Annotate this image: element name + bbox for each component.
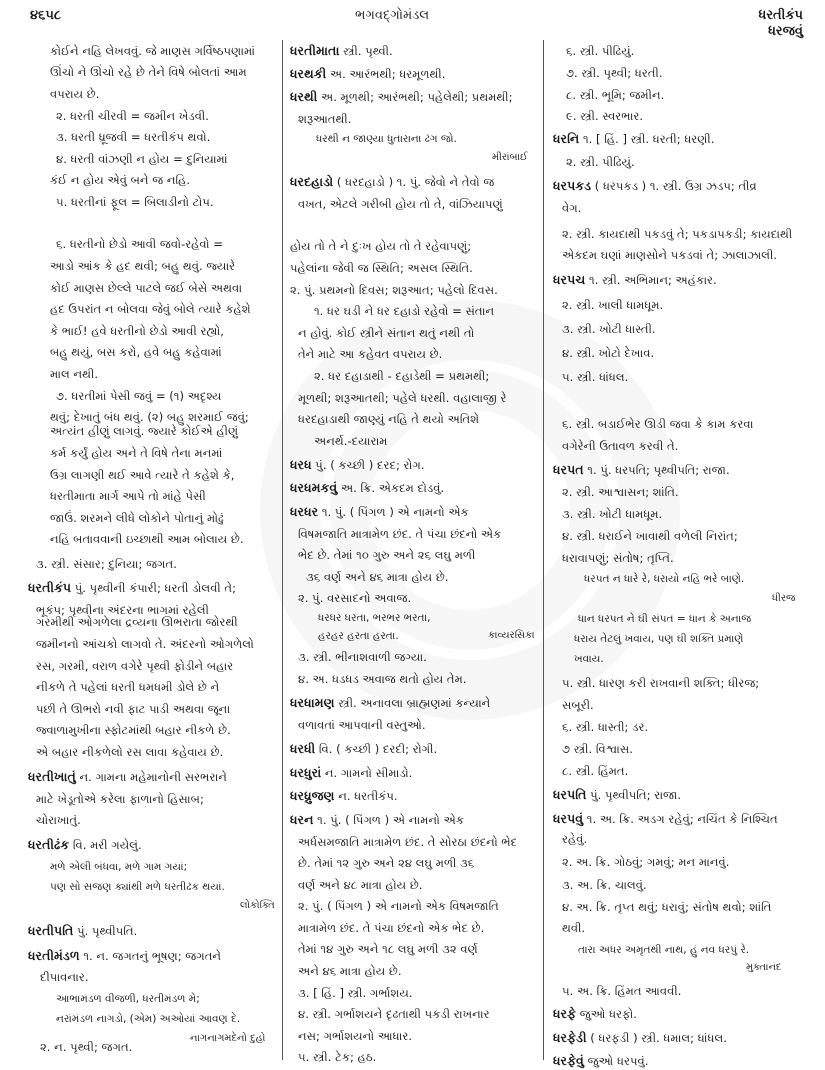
dictionary-entry xyxy=(553,1029,727,1047)
definition-line: ૫. સ્ત્રી. ધારણ કરી રાખવાની શક્તિ; ધીરજ; xyxy=(562,676,760,690)
quote-source: લોકોક્તિ xyxy=(240,900,275,911)
dictionary-entry xyxy=(28,836,142,854)
headword: ધરથકી xyxy=(290,66,327,81)
definition-line: ૫. સ્ત્રી. ધાંધલ. xyxy=(562,370,629,384)
definition-line: થવી. xyxy=(562,921,586,935)
definition-line: ૩. સ્ત્રી. ભીનાશવાળી જગ્યા. xyxy=(298,650,427,664)
definition-line: જાઉં. શરમને લીધે લોકોને પોતાનું મોઢું xyxy=(50,511,224,525)
headword: ધરનિ xyxy=(553,131,580,146)
definition-line: ૩. સ્ત્રી. સંસાર; દુનિયા; જગત. xyxy=(36,557,177,571)
definition-line: પહેલાંના જેવી જ સ્થિતિ; અસલ સ્થિતિ. xyxy=(290,261,473,275)
headword: ધરફેવું xyxy=(553,1053,584,1068)
headword: ધરતીઢંક xyxy=(28,837,70,852)
definition-line: મૂળથી; શરૂઆતથી; પહેલે ધરથી. વહાલાજી રે xyxy=(298,391,507,405)
definition-line: ૨. પું. ( પિંગળ ) એ નામનો એક વિષમજાતિ xyxy=(298,899,499,913)
headword: ધરતીખાતું xyxy=(28,769,76,784)
headword: ધરધ xyxy=(290,457,312,472)
headword: ધરધી xyxy=(290,741,316,756)
dictionary-entry xyxy=(290,694,490,712)
definition-line: ૩૬ વર્ણ અને ૪૬ માત્રા હોય છે. xyxy=(306,570,449,584)
definition-line: માત્રામેળ છંદ. તે પંચા છંદનો એક ભેદ છે. xyxy=(298,921,485,935)
definition-line: ૩. અ. ક્રિ. ચાલવું. xyxy=(562,878,647,892)
quotation-line: પણ સો સજણ ક્યાંથી મળે ધરતીઢંક થયાં. xyxy=(50,881,225,893)
definition-line: ૨. સ્ત્રી. ખાલી ધામધૂમ. xyxy=(562,298,664,312)
definition-line: ૨. સ્ત્રી. આશ્વાસન; શાંતિ. xyxy=(562,485,679,499)
dictionary-entry xyxy=(553,461,730,479)
dictionary-entry xyxy=(553,271,717,289)
definition-line: ૨. ધર દહાડાથી - દહાડેથી = પ્રથમથી; xyxy=(314,369,490,383)
definition-line: ન હોવું. કોઈ સ્ત્રીને સંતાન થતું નથી તો xyxy=(298,326,475,340)
dictionary-entry xyxy=(290,787,398,805)
definition-line: ચોરાખાતું. xyxy=(36,813,81,827)
definition-line: માટે ખેડૂતોએ કરેલા ફાળાનો હિસાબ; xyxy=(36,792,204,806)
definition-line: ૩. ધરતી ધ્રૂજવી = ધરતીકંપ થવો. xyxy=(56,130,211,144)
quotation-line: આભામંડળ વીજળી, ધરતીમંડળ મે; xyxy=(56,993,200,1005)
definition-line: ૩. સ્ત્રી. ખોટી ધામધૂમ. xyxy=(562,507,663,521)
definition-text: પું. ( કચ્છી ) દરદ; રોગ. xyxy=(311,458,425,472)
definition-line: ૫. સ્ત્રી. ટેક; હઠ. xyxy=(298,1050,377,1064)
definition-line: હોય તો તે ને દુઃખ હોય તો તે રહેવાપણું; xyxy=(290,239,472,253)
definition-line: ૪. સ્ત્રી. ગર્ભાશયને દૃઢતાથી પકડી રાખનાર xyxy=(298,1007,490,1021)
quotation-line: તારા અધર અમૃતથી નાથ, હું નવ ધરપું રે. xyxy=(578,944,750,956)
definition-line: જમીનનો આંચકો લાગવો તે. અંદરનો ઓગળેલો xyxy=(36,637,254,651)
definition-line: ઊંચો ને ઊંચો રહે છે તેને વિષે બોલતાં આમ xyxy=(50,65,247,79)
column-divider-left xyxy=(282,40,283,1060)
quotation-line: હરહર હરતા હરતા. xyxy=(318,630,399,642)
definition-line: વળાવતાં આપવાની વસ્તુઓ. xyxy=(298,718,426,732)
definition-line: બહુ થયું, બસ કરો, હવે બહુ કહેવામાં xyxy=(50,345,222,359)
headword: ધરથી xyxy=(290,89,318,104)
definition-line: ધરતીમાતા માર્ગ આપે તો માંહે પેસી xyxy=(50,489,206,503)
headword: ધરપવું xyxy=(553,811,584,826)
definition-line: અર્ધસમજાતિ માત્રામેળ છંદ. તે સોરઠા છંદનો ભેદ xyxy=(298,835,518,849)
quotation-line: ધાન ધરપત ને ઘી સંપત = ધાન કે અનાજ xyxy=(578,613,752,625)
definition-line: અનર્થ.-દયારામ xyxy=(314,434,388,448)
guide-word-first: ધરતીકંપ xyxy=(758,8,803,23)
dictionary-entry xyxy=(28,579,236,597)
definition-line: ભેદ છે. તેમાં ૧૦ ગુરુ અને ૨૬ લઘુ મળી xyxy=(298,548,476,562)
dictionary-entry xyxy=(290,764,412,782)
dictionary-entry xyxy=(553,1052,648,1070)
definition-text: ૧. ન. જગતનું ભૂષણ; જગતને xyxy=(79,949,222,963)
definition-line: ૪. અ. ધડધડ અવાજ થતો હોય તેમ. xyxy=(298,672,467,686)
definition-line: જ્વાળામુખીના સ્ફોટમાંથી બહાર નીકળે છે. xyxy=(36,723,231,737)
definition-line: અને ૪૬ માત્રા હોય છે. xyxy=(298,964,402,978)
definition-line: ૨. સ્ત્રી. પીઢિયું. xyxy=(566,155,635,169)
dictionary-entry xyxy=(290,479,444,497)
definition-line: નીકળે તે પહેલાં ધરતી ધમધમી ડોલે છે ને xyxy=(36,680,220,694)
definition-text: સ્ત્રી. અનાવલા બ્રાહ્મણમાં કન્યાને xyxy=(334,696,491,710)
headword: ધરતીપતિ xyxy=(28,923,74,938)
definition-text: જુઓ ધરફો. xyxy=(576,1007,637,1021)
definition-line: ૨. અ. ક્રિ. ગોઠવું; ગમવું; મન માનવું. xyxy=(562,855,730,869)
dictionary-entry xyxy=(553,786,681,804)
definition-line: ૭. સ્ત્રી. પૃથ્વી; ધરતી. xyxy=(566,66,663,80)
definition-line: ૪. અ. ક્રિ. તૃપ્ત થવું; ધરાવું; સંતોષ થવો; શાંતિ xyxy=(562,900,772,914)
definition-text: પું. પૃથ્વીની કંપારી; ધરતી ડોલવી તે; xyxy=(71,581,237,595)
definition-line: ૬. સ્ત્રી. પીઢિયું. xyxy=(566,44,635,58)
page-number: ૪૬૫૮ xyxy=(30,8,62,23)
definition-line: ૫. ધરતીનાં ફૂલ = બિલાડીનો ટોપ. xyxy=(56,195,214,209)
definition-line: ૪. સ્ત્રી. ખોટો દેખાવ. xyxy=(562,346,655,360)
definition-line: સબૂરી. xyxy=(562,698,594,712)
definition-line: ધરદહાડાથી જાણ્યું નહિ તે થયો અતિશે xyxy=(298,412,480,426)
dictionary-entry xyxy=(290,65,445,83)
definition-line: માલ નથી. xyxy=(50,367,99,381)
definition-line: શરૂઆતથી. xyxy=(298,112,352,126)
definition-line: રસ, ગરમી, વરાળ વગેરે પૃથ્વી ફોડીને બહાર xyxy=(36,659,234,673)
definition-line: ૯. સ્ત્રી. સ્વરભાર. xyxy=(566,109,644,123)
definition-line: કંઈ ન હોય એવું બને જ નહિ. xyxy=(50,173,191,187)
definition-text: ૧. [ હિં. ] સ્ત્રી. ધરતી; ધરણી. xyxy=(579,132,715,146)
definition-line: વપરાય છે. xyxy=(50,87,100,101)
definition-line: ૨. ધરતી ચીરવી = જમીન ખેડવી. xyxy=(56,109,209,123)
definition-text: વિ. મરી ગયેલું. xyxy=(69,838,142,852)
definition-line: હદ ઉપરાંત ન બોલવા જેવું બોલે ત્યારે કહેશે xyxy=(50,302,251,316)
column-divider-right xyxy=(543,40,544,1060)
headword: ધરપત xyxy=(553,462,584,477)
definition-line: ૧. ધર ઘડી ને ધર દહાડો રહેવો = સંતાન xyxy=(314,304,495,318)
definition-line: ૩. [ હિં. ] સ્ત્રી. ગર્ભાશય. xyxy=(298,986,413,1000)
quote-source: કાવ્યરસિકા xyxy=(488,630,535,641)
dictionary-entry xyxy=(553,130,714,148)
definition-line: કોઈ માણસ છેલ્લે પાટલે જઈ બેસે અથવા xyxy=(50,281,243,295)
definition-line: એકદમ ઘણાં માણસોને પકડવાં તે; ઝાલાઝાલી. xyxy=(562,248,777,262)
definition-line: ૨. સ્ત્રી. કાયદાથી પકડવું તે; પકડાપકડી; કાયદાથી xyxy=(562,227,793,241)
definition-line: ૮. સ્ત્રી. હિંમત. xyxy=(562,764,629,778)
definition-line: દીપાવનાર. xyxy=(40,970,89,984)
headword: ધરપકડ xyxy=(553,178,592,193)
quotation-line: ધરાય તેટલું ખવાય, પણ ઘી શક્તિ પ્રમાણે xyxy=(574,633,744,645)
quote-source: નાગનાગમદેનો દુહો xyxy=(190,1033,266,1044)
definition-line: ૨. પું. પ્રથમનો દિવસ; શરૂઆત; પહેલો દિવસ. xyxy=(290,283,498,297)
definition-line: ૨. ન. પૃથ્વી; જગત. xyxy=(40,1040,133,1054)
definition-line: વેગ. xyxy=(562,201,582,215)
guide-word-last: ધરજવું xyxy=(768,24,803,39)
definition-line: નસ; ગર્ભાશયનો આધાર. xyxy=(298,1029,413,1043)
dictionary-entry xyxy=(290,456,425,474)
definition-text: સ્ત્રી. પૃથ્વી. xyxy=(339,44,393,58)
definition-line: થવું; દેખાતું બંધ થવું. (૨) બહુ શરમાઈ જવું; xyxy=(50,410,249,424)
definition-line: રહેવું. xyxy=(562,832,588,846)
definition-text: અ. મૂળથી; આરંભથી; પહેલેથી; પ્રથમથી; xyxy=(317,90,513,104)
definition-line: પછી તે ઊભરો નવી ફાટ પાડી અથવા જૂના xyxy=(36,702,231,716)
quotation-line: ધરધર ધરતા, ભરભર ભરતા, xyxy=(318,612,431,624)
definition-text: અ. આરંભથી; ધરમૂળથી. xyxy=(326,67,446,81)
quote-source: ધીરજ xyxy=(772,593,796,604)
definition-text: ન. ગામના મહેમાનોની સરભરાને xyxy=(75,770,227,784)
dictionary-entry xyxy=(553,177,757,195)
headword: ધરપતિ xyxy=(553,787,587,802)
headword: ધરધર xyxy=(290,504,319,519)
definition-text: ૧. સ્ત્રી. અભિમાન; અહંકાર. xyxy=(585,273,717,287)
definition-text: ૧. પું. ધરપતિ; પૃથ્વીપતિ; રાજા. xyxy=(583,463,730,477)
definition-text: પું. પૃથ્વીપતિ; રાજા. xyxy=(586,788,682,802)
headword: ધરપચ xyxy=(553,272,586,287)
definition-line: ભૂકંપ; પૃથ્વીના અંદરના ભાગમાં રહેલી xyxy=(36,603,209,617)
quote-source: મીરાંબાઈ xyxy=(492,152,528,163)
headword: ધરન xyxy=(290,812,314,827)
definition-text: ૧. અ. ક્રિ. અડગ રહેવું; નચિંત કે નિશ્ચિત xyxy=(583,812,778,826)
dictionary-entry xyxy=(290,88,513,106)
dictionary-entry xyxy=(290,503,469,521)
definition-text: અ. ક્રિ. એકદમ દોડવું. xyxy=(337,481,445,495)
headword: ધરતીમંડળ xyxy=(28,948,80,963)
definition-line: અત્યંત હીણું લાગવું. જ્યારે કોઈએ હીણું xyxy=(50,424,239,438)
dictionary-entry xyxy=(290,811,464,829)
headword: ધરધુરાં xyxy=(290,765,322,780)
definition-line: ગરમીથી ઓગળેલા દ્રવ્યના ઊભરાતા જોરથી xyxy=(36,615,238,629)
definition-line: ધરાવાપણું; સંતોષ; તૃપ્તિ. xyxy=(562,551,674,565)
dictionary-entry xyxy=(553,810,778,828)
definition-line: કોઈને નહિ લેખવવું. જે માણસ ગર્વિષ્ઠપણામાં xyxy=(50,44,256,58)
headword: ધરધમકવું xyxy=(290,480,338,495)
quotation-line: ધરપત ન ધારે રે, ધરાયો નહિ ભરે બાણે. xyxy=(584,573,745,585)
headword: ધરતીમાતા xyxy=(290,43,340,58)
page-title: ભગવદ્ગોમંડલ xyxy=(355,8,430,23)
definition-line: ૬. સ્ત્રી. ધાસ્તી; ડર. xyxy=(562,720,649,734)
dictionary-entry xyxy=(290,173,494,191)
headword: ધરધામણ xyxy=(290,695,335,710)
headword: ધરફે xyxy=(553,1006,577,1021)
definition-line: ઉગ્ર લાગણી થઈ આવે ત્યારે તે કહેશે કે, xyxy=(50,468,235,482)
headword: ધરધ્રુજણ xyxy=(290,788,335,803)
quote-source: મુક્તાનંદ xyxy=(746,962,782,973)
definition-line: ૭. ધરતીમાં પેસી જવું = (૧) અદૃશ્ય xyxy=(56,389,222,403)
definition-line: ૪. સ્ત્રી. ધરાઈને ખાવાથી વળેલી નિરાંત; xyxy=(562,529,738,543)
definition-line: ૭ સ્ત્રી. વિશ્વાસ. xyxy=(562,742,633,756)
dictionary-entry xyxy=(290,42,393,60)
definition-line: ૬. સ્ત્રી. બડાઈભેર ઊડી જવા કે કામ કરવા xyxy=(562,417,754,431)
headword: ધરદહાડો xyxy=(290,174,334,189)
definition-text: ૧. પું. ( પિંગળ ) એ નામનો એક xyxy=(313,813,465,827)
dictionary-entry xyxy=(553,1005,637,1023)
definition-line: તેને માટે આ કહેવત વપરાય છે. xyxy=(298,347,443,361)
definition-line: ૩. સ્ત્રી. ખોટી ધાસ્તી. xyxy=(562,322,656,336)
definition-line: નહિ બતાવવાની ઇચ્છાથી આમ બોલાય છે. xyxy=(50,532,244,546)
headword: ધરફેડી xyxy=(553,1030,587,1045)
definition-text: ન. ગામનો સીમાડો. xyxy=(321,766,413,780)
definition-text: ( ધરપકડ ) ૧. સ્ત્રી. ઉગ્ર ઝડપ; તીવ્ર xyxy=(591,179,757,193)
quotation-line: મળે એલી બંધવા, મળે ગામ ગયાં; xyxy=(50,861,188,873)
definition-line: છે. તેમાં ૧૨ ગુરુ અને ૨૪ લઘુ મળી ૩૬ xyxy=(298,856,475,870)
definition-line: વર્ણ અને ૪૮ માત્રા હોય છે. xyxy=(298,878,423,892)
dictionary-entry xyxy=(28,947,221,965)
definition-line: કર્મ કર્યું હોય અને તે વિષે તેના મનમાં xyxy=(50,446,223,460)
definition-text: ન. ધરતીકંપ. xyxy=(334,789,398,803)
definition-text: ( ધરદહાડો ) ૧. પું. જેવો ને તેવો જ xyxy=(333,175,495,189)
definition-text: ૧. પું. ( પિંગળ ) એ નામનો એક xyxy=(318,505,469,519)
definition-line: તેમાં ૧૪ ગુરુ અને ૧૮ લઘુ મળી ૩૨ વર્ણ xyxy=(298,942,478,956)
dictionary-entry xyxy=(290,740,437,758)
definition-line: વખત, એટલે ગરીબી હોય તો તે, વાંઝિયાપણું xyxy=(298,197,503,211)
definition-line: કે ભાઈ! હવે ધરતીનો છેડો આવી રહ્યો, xyxy=(50,324,224,338)
quotation-line: નરાંમંડળ નાગડો, (એમ) અઓયાં આવણ દે. xyxy=(56,1013,241,1025)
definition-line: વગેરેની ઉતાવળ કરવી તે. xyxy=(562,439,679,453)
definition-text: પું. પૃથ્વીપતિ. xyxy=(73,924,138,938)
definition-line: ૨. પું. વરસાદનો અવાજ. xyxy=(298,591,412,605)
quotation-line: ખવાય. xyxy=(574,653,604,665)
definition-line: આડો આંક કે હદ થવી; બહુ થવું. જ્યારે xyxy=(50,259,236,273)
headword: ધરતીકંપ xyxy=(28,580,72,595)
definition-line: ૬. ધરતીનો છેડો આવી જવો-રહેવો = xyxy=(56,237,223,251)
definition-line: ૮. સ્ત્રી. ભૂમિ; જમીન. xyxy=(566,88,665,102)
definition-line: ૪. ધરતી વાંઝણી ન હોય = દુનિયામાં xyxy=(56,152,228,166)
definition-line: વિષમજાતિ માત્રામેળ છંદ. તે પંચા છંદનો એક xyxy=(298,527,502,541)
definition-line: ૫. અ. ક્રિ. હિંમત આવવી. xyxy=(562,984,682,998)
dictionary-entry xyxy=(28,768,227,786)
definition-text: ( ધરફડી ) સ્ત્રી. ધમાલ; ધાંધલ. xyxy=(586,1031,727,1045)
quotation-line: ધરથી ન જાણ્યા ધુતારાના ઢંગ જો. xyxy=(316,133,457,145)
dictionary-entry xyxy=(28,922,137,940)
definition-text: જુઓ ધરપવું. xyxy=(583,1054,649,1068)
definition-line: એ બહાર નીકળેલો રસ લાવા કહેવાય છે. xyxy=(36,745,224,759)
definition-text: વિ. ( કચ્છી ) દરદી; રોગી. xyxy=(315,742,438,756)
